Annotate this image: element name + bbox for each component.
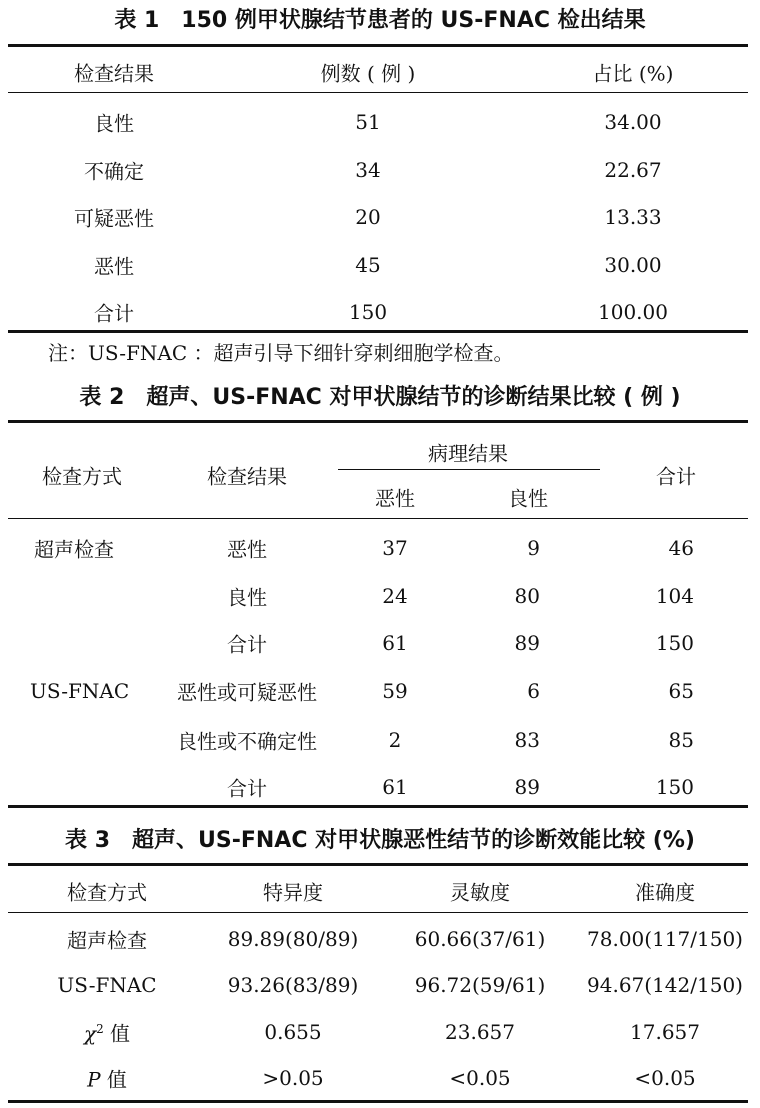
table3-cell: 78.00(117/150) [587,927,743,951]
table1-cell: 恶性 [94,254,134,279]
table1-header-result: 检查结果 [74,61,154,86]
table3-cell: 23.657 [445,1020,515,1044]
table2-cell: 6 [527,679,540,703]
table2-cell: 65 [668,679,694,703]
table2-cell: 104 [655,584,694,608]
table1-cell: 45 [355,253,381,277]
table2-cell: 24 [382,584,408,608]
table2-header-total: 合计 [656,464,696,489]
table2-cell: 150 [655,775,694,799]
table2-cell: 61 [382,775,408,799]
table2-cell: 61 [382,631,408,655]
table3-caption: 表 3 超声、US-FNAC 对甲状腺恶性结节的诊断效能比较 (%) [65,828,695,853]
table3-cell: <0.05 [634,1066,696,1090]
table2-cell: 83 [514,728,540,752]
table3-header-specificity: 特异度 [263,880,323,905]
table1-header-percent: 占比 (%) [592,61,674,86]
chi-suffix: 值 [103,1021,131,1046]
table1-cell: 可疑恶性 [74,206,154,231]
table1-bottom-rule [8,330,748,333]
table2-cell: 89 [514,775,540,799]
table1-note: 注：US-FNAC ：超声引导下细针穿刺细胞学检查。 [48,341,514,365]
table2-cell: 80 [514,584,540,608]
p-symbol: P [87,1067,101,1092]
table2-header-result: 检查结果 [207,464,287,489]
table3-header-sensitivity: 灵敏度 [450,880,510,905]
table2-header-method: 检查方式 [42,464,122,489]
table1-cell: 不确定 [84,159,144,184]
table3-top-rule [8,863,748,866]
chi-superscript: 2 [96,1021,104,1036]
table2-header-malignant: 恶性 [375,486,415,511]
table2-cell: 良性 [227,585,267,610]
table3-cell: 96.72(59/61) [414,973,546,997]
table3-cell: >0.05 [262,1066,324,1090]
table1-header-rule [8,92,748,93]
table2-caption: 表 2 超声、US-FNAC 对甲状腺结节的诊断结果比较 ( 例 ) [79,385,681,410]
chi-symbol: χ [83,1021,97,1046]
table3-cell: 0.655 [264,1020,322,1044]
table2-cell: 恶性或可疑恶性 [177,680,317,705]
table1-cell: 13.33 [604,205,662,229]
table1-cell: 20 [355,205,381,229]
table2-header-rule [8,518,748,519]
table1-cell: 良性 [94,111,134,136]
table2-cell: 150 [655,631,694,655]
table1-cell: 合计 [94,301,134,326]
table2-cell: 恶性 [227,537,267,562]
table3-cell: 60.66(37/61) [414,927,546,951]
table1-cell: 150 [348,300,388,324]
table3-cell: 94.67(142/150) [587,973,743,997]
table1-cell: 30.00 [604,253,662,277]
table1-top-rule [8,44,748,47]
table3-cell: 超声检查 [67,928,147,953]
table3-header-method: 检查方式 [67,880,147,905]
table2-bottom-rule [8,805,748,808]
table2-cell: 9 [527,536,540,560]
table3-cell: US-FNAC [57,973,157,997]
table3-cell: 89.89(80/89) [227,927,359,951]
table3-header-rule [8,912,748,913]
table2-cell: 85 [668,728,694,752]
table3-bottom-rule [8,1100,748,1103]
table3-p-label [87,1064,127,1093]
table2-cell-method: US-FNAC [30,679,130,703]
table2-header-benign: 良性 [508,486,548,511]
table1-caption: 表 1 150 例甲状腺结节患者的 US-FNAC 检出结果 [114,8,646,33]
table3-cell: <0.05 [449,1066,511,1090]
table1-cell: 51 [355,110,381,134]
table2-cell: 合计 [227,776,267,801]
table2-header-pathology: 病理结果 [428,441,508,466]
table3-cell: 93.26(83/89) [227,973,359,997]
table2-cell-method: 超声检查 [34,537,114,562]
table2-cell: 2 [388,728,402,752]
table3-chi-label [84,1018,130,1047]
p-suffix: 值 [100,1067,127,1092]
table2-cell: 59 [382,679,408,703]
table1-cell: 34.00 [604,110,662,134]
table3-cell: 17.657 [630,1020,700,1044]
table1-cell: 22.67 [604,158,662,182]
table2-cell: 合计 [227,632,267,657]
table2-cell: 37 [382,536,408,560]
table3-header-accuracy: 准确度 [635,880,695,905]
table2-pathology-rule [338,469,600,470]
table1-cell: 34 [355,158,381,182]
table2-cell: 良性或不确定性 [177,729,317,754]
table1-cell: 100.00 [598,300,668,324]
table2-top-rule [8,420,748,423]
table1-header-count: 例数 ( 例 ) [320,61,416,86]
table2-cell: 89 [514,631,540,655]
table2-cell: 46 [668,536,694,560]
